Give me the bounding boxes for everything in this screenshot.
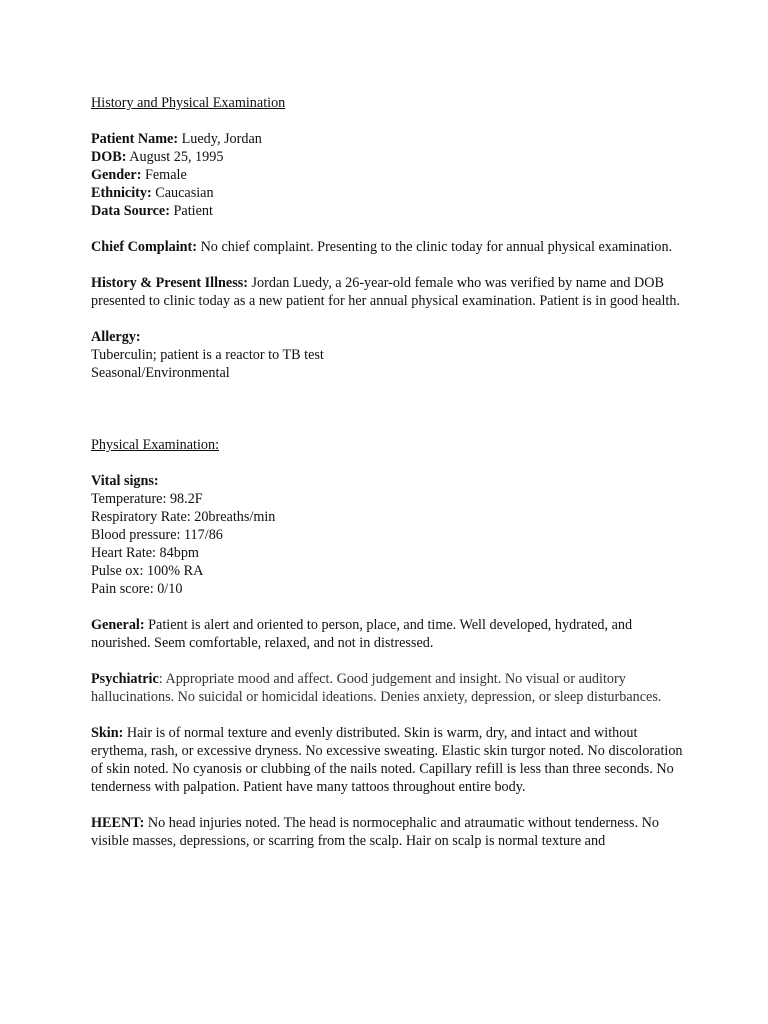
general-text: Patient is alert and oriented to person, place, and time. Well developed, hydrated, and nourished. Seem comfortable, relaxed, and not in distressed. — [91, 617, 633, 651]
ethnicity-value: Caucasian — [151, 185, 214, 201]
chief-complaint-label: Chief Complaint: — [91, 239, 198, 255]
hpi-label: History & Present Illness: — [91, 275, 248, 291]
chief-complaint — [91, 238, 691, 256]
patient-name-label: Patient Name: — [91, 131, 179, 147]
psychiatric-label: Psychiatric — [91, 671, 159, 687]
patient-name-line — [91, 130, 691, 148]
allergy-item: Tuberculin; patient is a reactor to TB test — [91, 347, 324, 363]
psychiatric-text: : Appropriate mood and affect. Good judgement and insight. No visual or auditory hallucinations. No suicidal or homicidal ideations. Denies anxiety, depression, or sleep disturbances. — [91, 671, 662, 705]
history-present-illness — [91, 274, 691, 310]
skin-text: Hair is of normal texture and evenly distributed. Skin is warm, dry, and intact and without erythema, rash, or excessive dryness. No excessive sweating. Elastic skin turgor noted. No discoloration of skin noted. No cyanosis or clubbing of the nails noted. Capillary refill is less than three seconds. No tenderness with palpation. Patient have many tattoos throughout entire body. — [91, 725, 683, 795]
allergy-label — [91, 328, 691, 346]
general-label: General: — [91, 617, 145, 633]
ethnicity-line — [91, 184, 691, 202]
skin-exam — [91, 724, 691, 796]
vital-sign-item: Pulse ox: 100% RA — [91, 563, 204, 579]
ethnicity-label: Ethnicity: — [91, 185, 152, 201]
dob-label: DOB: — [91, 149, 127, 165]
vital-sign-item: Temperature: 98.2F — [91, 491, 203, 507]
allergy-label-text: Allergy: — [91, 329, 141, 345]
gender-line — [91, 166, 691, 184]
skin-label: Skin: — [91, 725, 124, 741]
vital-sign-item: Heart Rate: 84bpm — [91, 545, 199, 561]
history-title: History and Physical Examination — [91, 95, 286, 111]
data-source-value: Patient — [169, 203, 213, 219]
psychiatric-exam — [91, 670, 691, 706]
hpi-text: Jordan Luedy, a 26-year-old female who was verified by name and DOB presented to clinic today as a new patient for her annual physical examination. Patient is in good health. — [91, 275, 681, 309]
data-source-label: Data Source: — [91, 203, 170, 219]
heent-exam — [91, 814, 691, 850]
heent-label: HEENT: — [91, 815, 145, 831]
data-source-line — [91, 202, 691, 220]
patient-name-value: Luedy, Jordan — [178, 131, 262, 147]
allergy-item: Seasonal/Environmental — [91, 365, 230, 381]
vital-sign-item: Respiratory Rate: 20breaths/min — [91, 509, 276, 525]
vital-sign-item: Pain score: 0/10 — [91, 581, 183, 597]
gender-label: Gender: — [91, 167, 142, 183]
chief-complaint-text: No chief complaint. Presenting to the clinic today for annual physical examination. — [197, 239, 673, 255]
vital-signs-label — [91, 472, 691, 490]
physical-exam-title: Physical Examination: — [91, 437, 220, 453]
general-exam — [91, 616, 691, 652]
heent-text: No head injuries noted. The head is normocephalic and atraumatic without tenderness. No visible masses, depressions, or scarring from the scalp. Hair on scalp is normal texture and — [91, 815, 660, 849]
dob-line — [91, 148, 691, 166]
gender-value: Female — [141, 167, 187, 183]
vital-signs-label-text: Vital signs: — [91, 473, 159, 489]
dob-value: August 25, 1995 — [126, 149, 224, 165]
vital-sign-item: Blood pressure: 117/86 — [91, 527, 223, 543]
document-page — [91, 94, 691, 850]
